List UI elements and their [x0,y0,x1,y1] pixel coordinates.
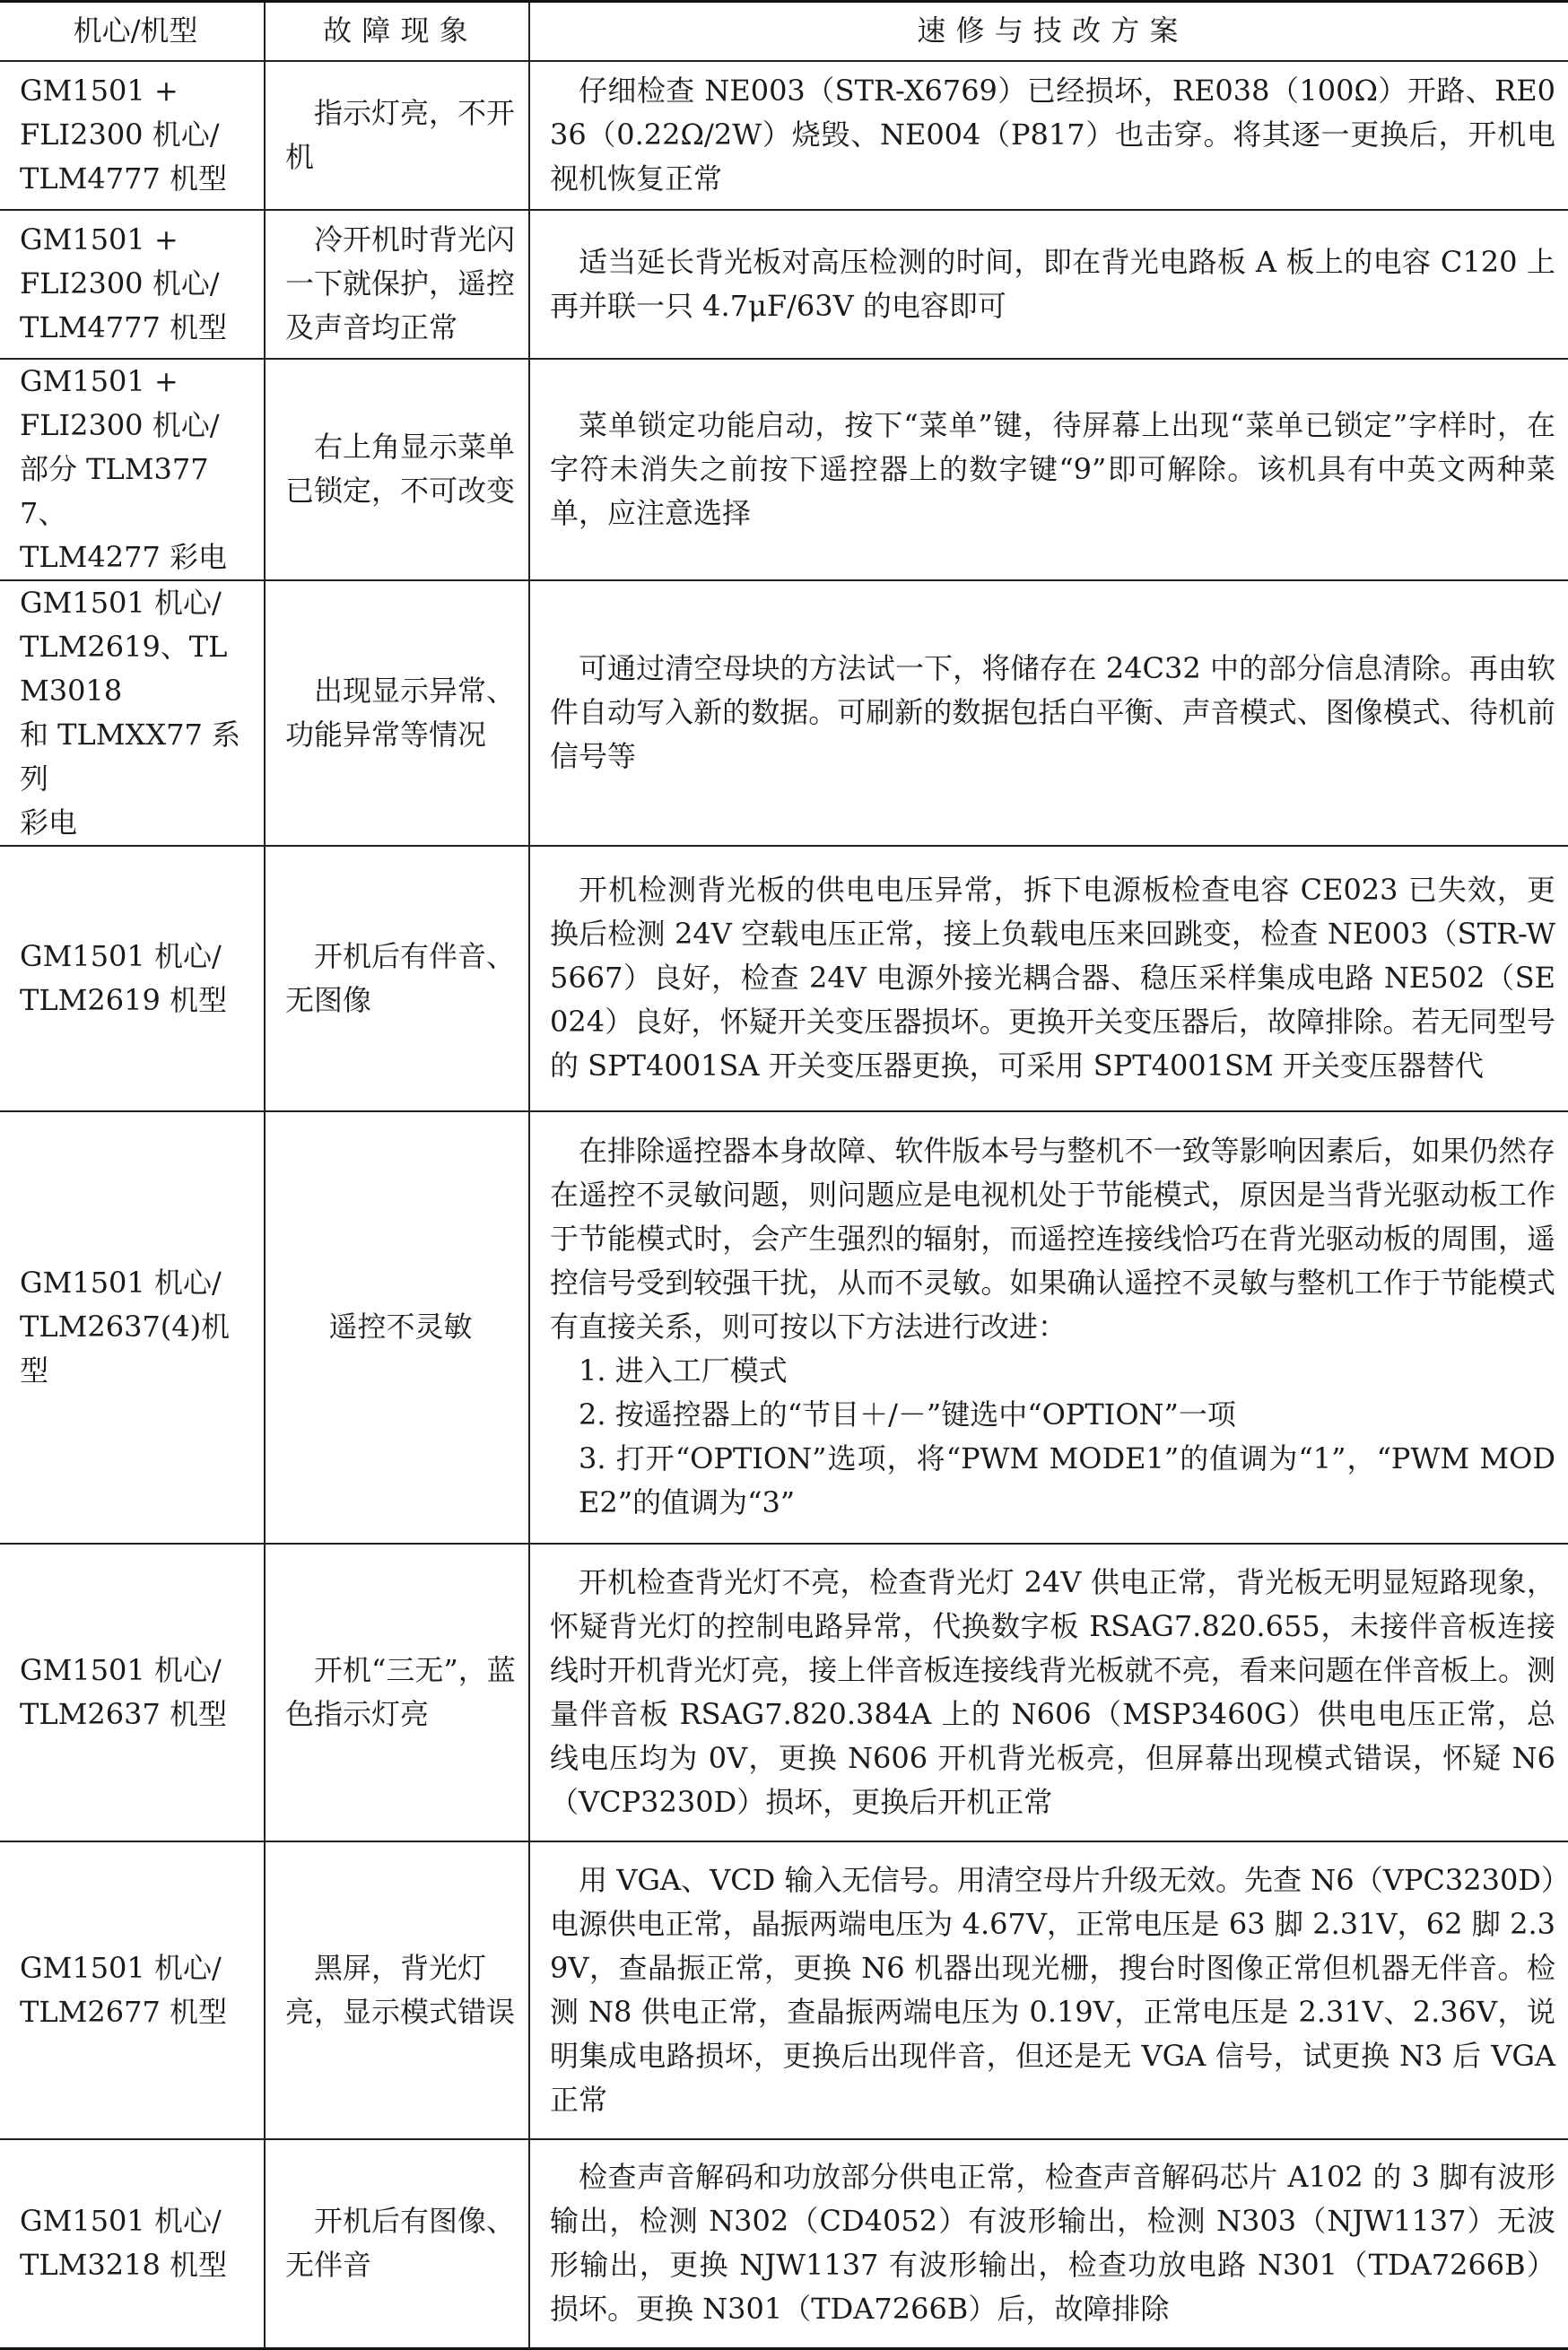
model-line: GM1501 + [20,363,179,398]
solution-cell [529,1841,1568,2139]
solution-step: 2. 按遥控器上的“节目＋/－”键选中“OPTION”一项 [579,1397,1236,1432]
solution-text: 用 VGA、VCD 输入无信号。用清空母片升级无效。先查 N6（VPC3230D）电源供电正常，晶振两端电压为 4.67V，正常电压是 63 脚 2.31V，62 脚 2.39V，查晶振正常，更换 N6 机器出现光栅，搜台时图像正常但机器无伴音。检测 N8 供电正常，查晶振两端电压为 0.19V，正常电压是 2.31V、2.36V，说明集成电路损坏，更换后出现伴音，但还是无 VGA 信号，试更换 N3 后 VGA 正常 [550,1862,1555,2117]
table-row [0,2139,1568,2349]
solution-text: 开机检查背光灯不亮，检查背光灯 24V 供电正常，背光板无明显短路现象，怀疑背光灯的控制电路异常，代换数字板 RSAG7.820.655，未接伴音板连接线时开机背光灯亮，接上伴音板连接线背光板就不亮，看来问题在伴音板上。测量伴音板 RSAG7.820.384A 上的 N606（MSP3460G）供电电压正常，总线电压均为 0V，更换 N606 开机背光板亮，但屏幕出现模式错误，怀疑 N6（VCP3230D）损坏，更换后开机正常 [550,1564,1555,1819]
table-row [0,1111,1568,1544]
solution-cell [529,580,1568,846]
symptom-cell: 右上角显示菜单已锁定，不可改变 [265,359,529,580]
solution-text: 菜单锁定功能启动，按下“菜单”键，待屏幕上出现“菜单已锁定”字样时，在字符未消失之前按下遥控器上的数字键“9”即可解除。该机具有中英文两种菜单，应注意选择 [550,407,1555,530]
symptom-cell: 黑屏，背光灯亮，显示模式错误 [265,1841,529,2139]
model-line: TLM4277 彩电 [20,539,227,574]
model-cell [0,2139,265,2349]
model-line: GM1501 机心/ [20,938,222,973]
model-cell [0,580,265,846]
symptom-cell: 指示灯亮，不开机 [265,61,529,210]
symptom-cell: 遥控不灵敏 [265,1111,529,1544]
table-row [0,1841,1568,2139]
symptom-cell: 开机后有伴音、无图像 [265,846,529,1111]
solution-text: 检查声音解码和功放部分供电正常，检查声音解码芯片 A102 的 3 脚有波形输出，检测 N302（CD4052）有波形输出，检测 N303（NJW1137）无波形输出，更换 NJW1137 有波形输出，检查功放电路 N301（TDA7266B）损坏。更换 N301（TDA7266B）后，故障排除 [550,2160,1555,2327]
solution-step: 3. 打开“OPTION”选项，将“PWM MODE1”的值调为“1”，“PWM MODE2”的值调为“3” [579,1441,1555,1519]
model-line: FLI2300 机心/ [20,118,220,152]
model-line: FLI2300 机心/ [20,266,220,300]
model-line: TLM3218 机型 [20,2248,227,2283]
model-line: GM1501 机心/ [20,2204,222,2239]
solution-cell [529,846,1568,1111]
model-line: TLM2677 机型 [20,1994,227,2029]
header-solution: 速修与技改方案 [529,2,1568,61]
header-symptom: 故障现象 [265,2,529,61]
solution-text: 开机检测背光板的供电电压异常，拆下电源板检查电容 CE023 已失效，更换后检测 24V 空载电压正常，接上负载电压来回跳变，检查 NE003（STR-W5667）良好，检查 24V 电源外接光耦合器、稳压采样集成电路 NE502（SE024）良好，怀疑开关变压器损坏。更换开关变压器后，故障排除。若无同型号的 SPT4001SA 开关变压器更换，可采用 SPT4001SM 开关变压器替代 [550,873,1555,1083]
model-line: TLM4777 机型 [20,310,227,344]
model-line: TLM4777 机型 [20,161,227,196]
model-line: TLM2637(4)机型 [20,1310,231,1388]
solution-cell [529,1111,1568,1544]
model-line: GM1501 机心/ [20,1950,222,1985]
model-cell [0,1841,265,2139]
table-row [0,359,1568,580]
table-row [0,846,1568,1111]
model-line: 部分 TLM3777、 [20,451,209,530]
model-line: FLI2300 机心/ [20,407,220,442]
solution-text: 在排除遥控器本身故障、软件版本号与整机不一致等影响因素后，如果仍然存在遥控不灵敏问题，则问题应是电视机处于节能模式，原因是当背光驱动板工作于节能模式时，会产生强烈的辐射，而遥控连接线恰巧在背光驱动板的周围，遥控信号受到较强干扰，从而不灵敏。如果确认遥控不灵敏与整机工作于节能模式有直接关系，则可按以下方法进行改进： [550,1134,1555,1344]
model-cell [0,1111,265,1544]
model-line: GM1501 机心/ [20,585,222,620]
solution-cell [529,2139,1568,2349]
model-cell [0,210,265,359]
solution-cell [529,1544,1568,1841]
header-model: 机心/机型 [0,2,265,61]
solution-text: 可通过清空母块的方法试一下，将储存在 24C32 中的部分信息清除。再由软件自动写入新的数据。可刷新的数据包括白平衡、声音模式、图像模式、待机前信号等 [550,651,1555,773]
model-line: TLM2619、TLM3018 [20,629,228,708]
solution-step: 1. 进入工厂模式 [579,1353,788,1388]
symptom-cell: 冷开机时背光闪一下就保护，遥控及声音均正常 [265,210,529,359]
model-cell [0,846,265,1111]
model-line: 彩电 [20,805,78,840]
model-line: GM1501 + [20,74,179,108]
solution-cell [529,210,1568,359]
symptom-cell: 出现显示异常、功能异常等情况 [265,580,529,846]
solution-text: 适当延长背光板对高压检测的时间，即在背光电路板 A 板上的电容 C120 上再并联一只 4.7μF/63V 的电容即可 [550,244,1555,323]
model-cell [0,359,265,580]
solution-text: 仔细检查 NE003（STR-X6769）已经损坏，RE038（100Ω）开路、RE036（0.22Ω/2W）烧毁、NE004（P817）也击穿。将其逐一更换后，开机电视机恢复正常 [550,74,1555,196]
model-line: TLM2637 机型 [20,1696,227,1731]
model-line: GM1501 + [20,222,179,257]
model-line: 和 TLMXX77 系列 [20,717,240,796]
model-line: GM1501 机心/ [20,1652,222,1687]
model-cell [0,1544,265,1841]
table-row [0,1544,1568,1841]
model-line: TLM2619 机型 [20,982,227,1017]
solution-cell [529,61,1568,210]
symptom-cell: 开机后有图像、无伴音 [265,2139,529,2349]
symptom-cell: 开机“三无”，蓝色指示灯亮 [265,1544,529,1841]
table-header-row [0,2,1568,61]
solution-cell [529,359,1568,580]
model-line: GM1501 机心/ [20,1266,222,1300]
model-cell [0,61,265,210]
table-row [0,580,1568,846]
table-row [0,210,1568,359]
table-row [0,61,1568,210]
